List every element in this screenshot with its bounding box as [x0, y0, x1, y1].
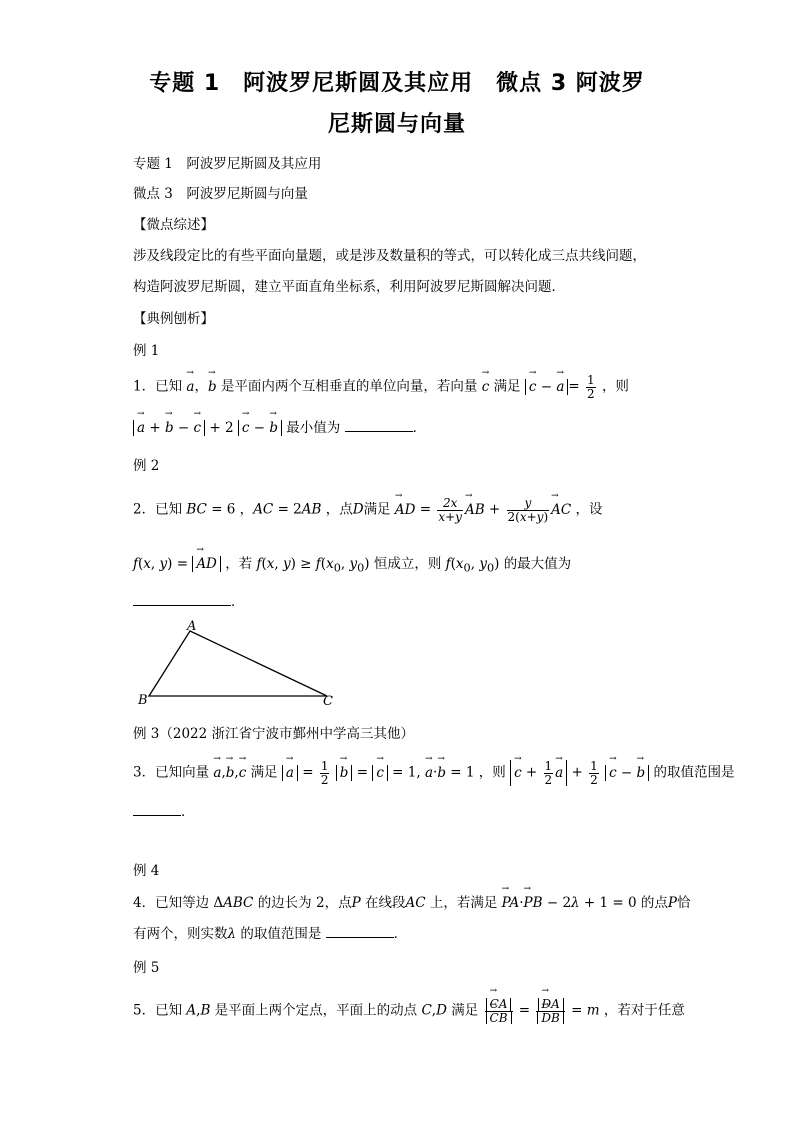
summary-line-2: 构造阿波罗尼斯圆，建立平面直角坐标系，利用阿波罗尼斯圆解决问题． — [133, 279, 565, 295]
example-1-label: 例 1 — [133, 343, 160, 359]
summary-heading: 【微点综述】 — [133, 217, 214, 233]
example-2-line-2: f(x, y) = → AD ，若 f(x, $y) \ge f(x_0$, $y_0$) 恒成立，则 $f(x_0$, $y_0$) 的最大值为 — [133, 552, 571, 575]
example-2-label: 例 2 — [133, 458, 160, 474]
example-1-line-2: → a + → b − → c + 2 → c − → b 最小值为 ． — [133, 416, 426, 436]
triangle-abc — [149, 631, 327, 696]
topic-header: 专题 1 阿波罗尼斯圆及其应用 — [133, 156, 322, 172]
example-5-line-1: 5．已知 A,B 是平面上两个定点，平面上的动点 C,D 满足 → CA → CB = → DA → DB = m ，若对于任意 — [133, 998, 685, 1024]
example-2-answer-blank: ． — [133, 590, 245, 610]
examples-heading: 【典例刨析】 — [133, 311, 214, 327]
triangle-figure — [133, 618, 343, 708]
example-3-line-1: 3．已知向量 → a,→ b,→ c 满足 → a = $\frac{1}{2}$ → b = → c = 1, → a·→ b = 1 ，则 → c + $\frac{1}{2}$ → a + $\frac{1}{2}$ → c − → b 的取值范围是 — [133, 760, 735, 786]
example-1-line-1: 1．已知 → a，→ b 是平面内两个互相垂直的单位向量，若向量 → c 满足 → c − → a = $\frac{1}{2}$ ，则 — [133, 374, 629, 400]
example-4-label: 例 4 — [133, 863, 160, 879]
vertex-label-a: A — [187, 619, 197, 634]
example-2-line-1: 2．已知 BC = 6 ，AC = 2AB ，点D满足 → AD = $\frac{2x}{x+y}$ → AB + $\frac{y}{2(x+y)}$ → AC ，设 — [133, 497, 603, 523]
example-4-line-2: 有两个，则实数λ 的取值范围是 ． — [133, 926, 408, 942]
example-3-label: 例 3（2022 浙江省宁波市鄞州中学高三其他） — [133, 726, 415, 742]
vertex-label-b: B — [138, 693, 148, 708]
page-title-line2: 尼斯圆与向量 — [327, 112, 466, 137]
example-4-line-1: 4．已知等边 ΔABC 的边长为 2，点P 在线段AC 上，若满足 → PA·→ PB − 2λ + 1 = 0 的点P恰 — [133, 891, 690, 911]
point-header: 微点 3 阿波罗尼斯圆与向量 — [133, 186, 308, 202]
page-title-line1: 专题 1 阿波罗尼斯圆及其应用 微点 3 阿波罗 — [149, 71, 645, 96]
example-3-answer-blank: ． — [133, 800, 195, 820]
example-5-label: 例 5 — [133, 960, 160, 976]
vertex-label-c: C — [323, 694, 333, 708]
summary-line-1: 涉及线段定比的有些平面向量题，或是涉及数量积的等式，可以转化成三点共线问题， — [133, 248, 646, 264]
